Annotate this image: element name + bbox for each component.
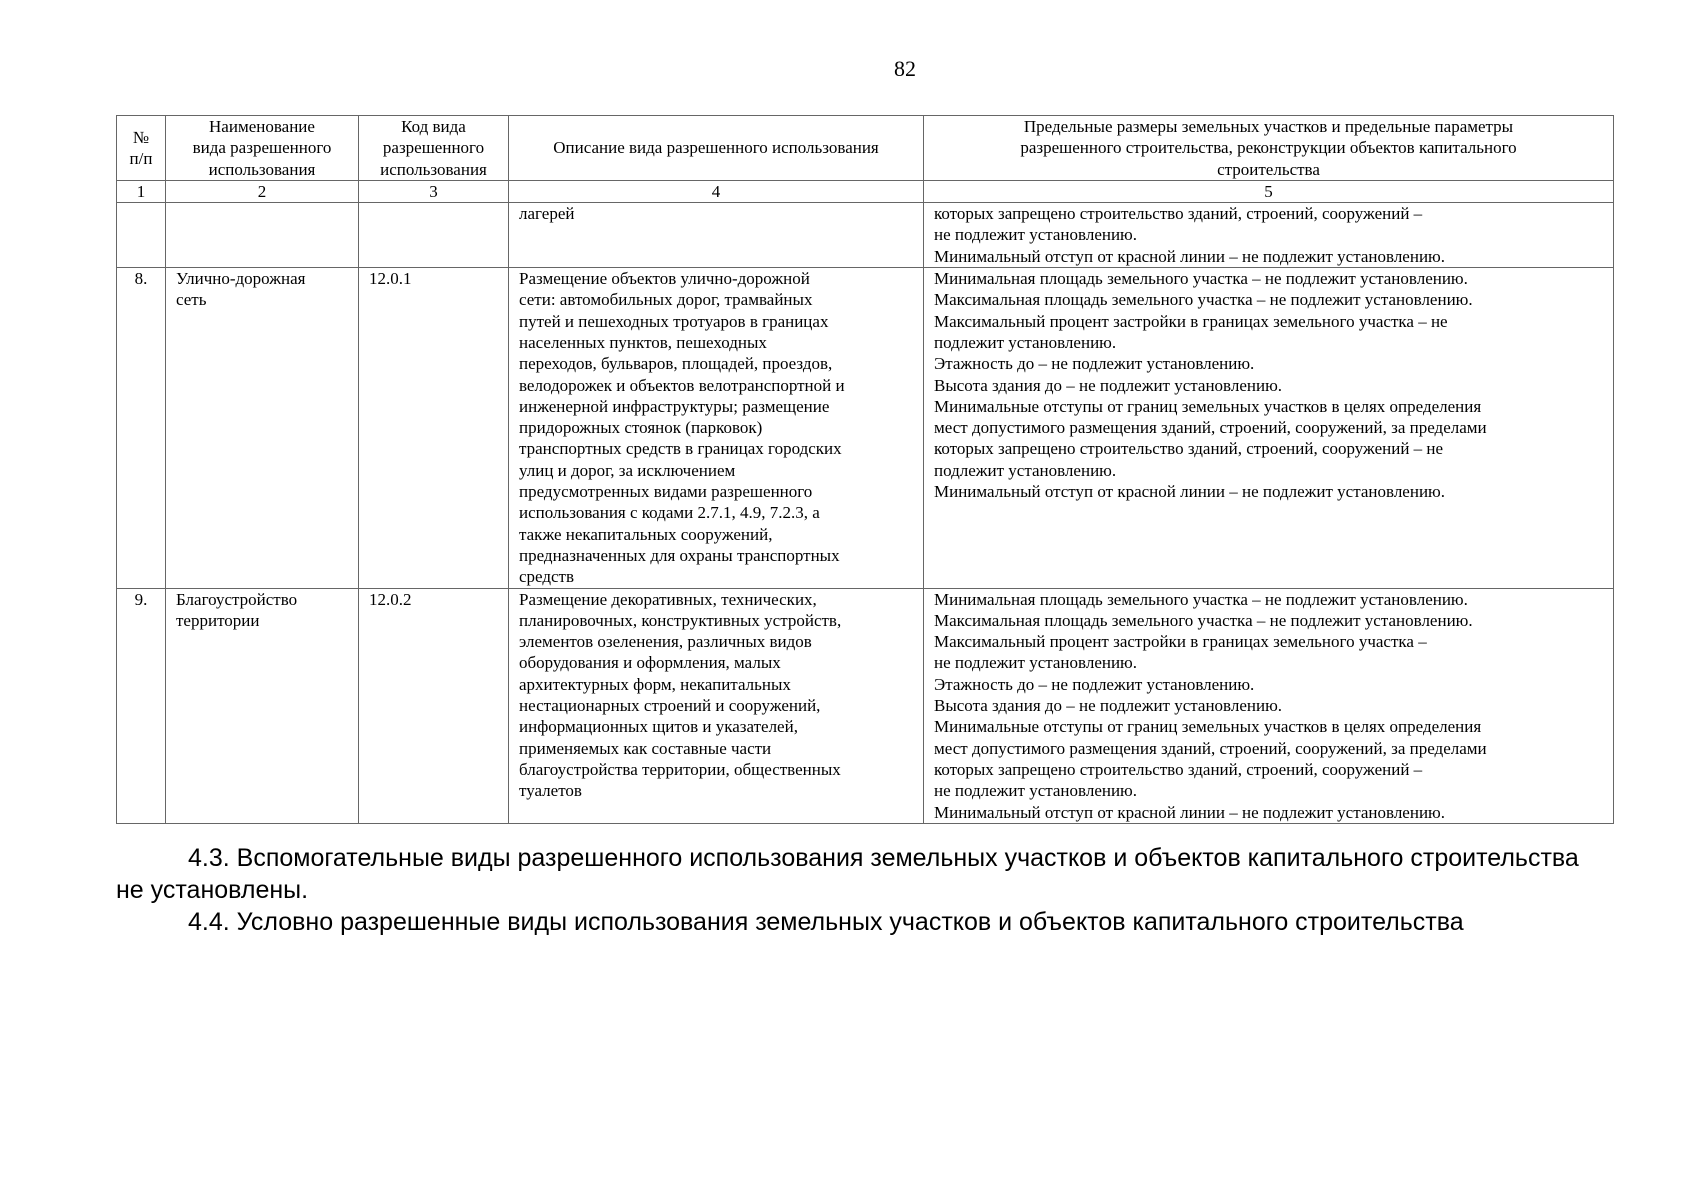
parameters-line: подлежит установлению. (934, 332, 1117, 352)
description-line: применяемых как составные части (519, 738, 772, 758)
table-row (117, 203, 1614, 268)
description-line: информационных щитов и указателей, (519, 717, 798, 737)
parameters-line: не подлежит установлению. (934, 653, 1138, 673)
description-cell (509, 268, 924, 588)
description-line: Размещение декоративных, технических, (519, 589, 817, 609)
description-line: использования с кодами 2.7.1, 4.9, 7.2.3, а (519, 503, 820, 523)
description-line: улиц и дорог, за исключением (519, 460, 736, 480)
paragraph-4-4: 4.4. Условно разрешенные виды использования земельных участков и объектов капитального строительства (188, 908, 1464, 936)
use-name-line: Улично-дорожная (176, 269, 306, 289)
parameters-line: Минимальная площадь земельного участка – не подлежит установлению. (934, 269, 1468, 289)
description-line: сети: автомобильных дорог, трамвайных (519, 290, 813, 310)
parameters-line: Максимальный процент застройки в границах земельного участка – не (934, 311, 1448, 331)
parameters-line: мест допустимого размещения зданий, строений, сооружений, за пределами (934, 418, 1487, 438)
parameters-cell (924, 203, 1614, 268)
parameters-line: Минимальная площадь земельного участка – не подлежит установлению. (934, 589, 1468, 609)
parameters-line: Минимальный отступ от красной линии – не подлежит установлению. (934, 246, 1445, 266)
description-line: населенных пунктов, пешеходных (519, 332, 767, 352)
description-line: предусмотренных видами разрешенного (519, 482, 813, 502)
use-code-cell: 12.0.2 (359, 588, 509, 823)
page-number: 82 (894, 56, 916, 81)
parameters-line: мест допустимого размещения зданий, строений, сооружений, за пределами (934, 738, 1487, 758)
description-line: архитектурных форм, некапитальных (519, 674, 791, 694)
table-row (117, 588, 1614, 823)
column-number: 2 (166, 180, 359, 202)
use-name-cell (166, 203, 359, 268)
parameters-line: Максимальная площадь земельного участка – не подлежит установлению. (934, 610, 1473, 630)
parameters-line: которых запрещено строительство зданий, строений, сооружений – не (934, 439, 1444, 459)
row-number-cell (117, 203, 166, 268)
use-code-cell: 12.0.1 (359, 268, 509, 588)
row-number-cell: 9. (117, 588, 166, 823)
parameters-line: не подлежит установлению. (934, 781, 1138, 801)
parameters-line: Минимальные отступы от границ земельных участков в целях определения (934, 396, 1482, 416)
description-line: переходов, бульваров, площадей, проездов, (519, 354, 833, 374)
description-line: инженерной инфраструктуры; размещение (519, 396, 830, 416)
use-name-cell (166, 588, 359, 823)
column-number: 1 (117, 180, 166, 202)
parameters-line: не подлежит установлению. (934, 225, 1138, 245)
description-line: предназначенных для охраны транспортных (519, 545, 840, 565)
parameters-line: Высота здания до – не подлежит установлению. (934, 696, 1283, 716)
parameters-line: Минимальный отступ от красной линии – не подлежит установлению. (934, 482, 1445, 502)
description-line: путей и пешеходных тротуаров в границах (519, 311, 829, 331)
parameters-cell (924, 588, 1614, 823)
parameters-line: Высота здания до – не подлежит установлению. (934, 375, 1283, 395)
header-number: № п/п (117, 116, 166, 181)
description-line: элементов озеленения, различных видов (519, 632, 812, 652)
parameters-line: подлежит установлению. (934, 460, 1117, 480)
parameters-line: Минимальные отступы от границ земельных участков в целях определения (934, 717, 1482, 737)
table-body (117, 203, 1614, 824)
description-line: Размещение объектов улично-дорожной (519, 269, 810, 289)
use-name-line: Благоустройство (176, 589, 298, 609)
description-line: благоустройства территории, общественных (519, 759, 841, 779)
land-use-table (116, 115, 1614, 824)
header-use-code: Код вида разрешенного использования (359, 116, 509, 181)
use-name-cell (166, 268, 359, 588)
table-header-row (117, 116, 1614, 181)
description-line: планировочных, конструктивных устройств, (519, 610, 842, 630)
description-line: туалетов (519, 781, 582, 801)
parameters-line: которых запрещено строительство зданий, строений, сооружений – (934, 204, 1423, 224)
use-code-cell (359, 203, 509, 268)
header-use-name: Наименование вида разрешенного использования (166, 116, 359, 181)
description-line: лагерей (519, 204, 575, 224)
parameters-line: Максимальная площадь земельного участка – не подлежит установлению. (934, 290, 1473, 310)
use-name-line: территории (176, 610, 260, 630)
header-description: Описание вида разрешенного использования (509, 116, 924, 181)
column-number: 5 (924, 180, 1614, 202)
description-line: средств (519, 567, 575, 587)
row-number-cell: 8. (117, 268, 166, 588)
description-line: придорожных стоянок (парковок) (519, 418, 763, 438)
description-line: велодорожек и объектов велотранспортной и (519, 375, 845, 395)
parameters-line: Этажность до – не подлежит установлению. (934, 674, 1255, 694)
description-line: оборудования и оформления, малых (519, 653, 781, 673)
use-name-line: сеть (176, 290, 207, 310)
description-line: нестационарных строений и сооружений, (519, 696, 821, 716)
paragraph-4-3: 4.3. Вспомогательные виды разрешенного использования земельных участков и объектов капитального строительства не установлены. (116, 844, 1579, 904)
table-row (117, 268, 1614, 588)
header-parameters: Предельные размеры земельных участков и предельные параметры разрешенного строительства, реконструкции объектов капитального строительства (924, 116, 1614, 181)
parameters-line: Минимальный отступ от красной линии – не подлежит установлению. (934, 802, 1445, 822)
parameters-cell (924, 268, 1614, 588)
description-line: также некапитальных сооружений, (519, 524, 773, 544)
parameters-line: которых запрещено строительство зданий, строений, сооружений – (934, 759, 1423, 779)
column-number-row (117, 180, 1614, 202)
column-number: 3 (359, 180, 509, 202)
description-cell (509, 588, 924, 823)
description-cell (509, 203, 924, 268)
description-line: транспортных средств в границах городских (519, 439, 842, 459)
column-number: 4 (509, 180, 924, 202)
parameters-line: Этажность до – не подлежит установлению. (934, 354, 1255, 374)
parameters-line: Максимальный процент застройки в границах земельного участка – (934, 632, 1427, 652)
